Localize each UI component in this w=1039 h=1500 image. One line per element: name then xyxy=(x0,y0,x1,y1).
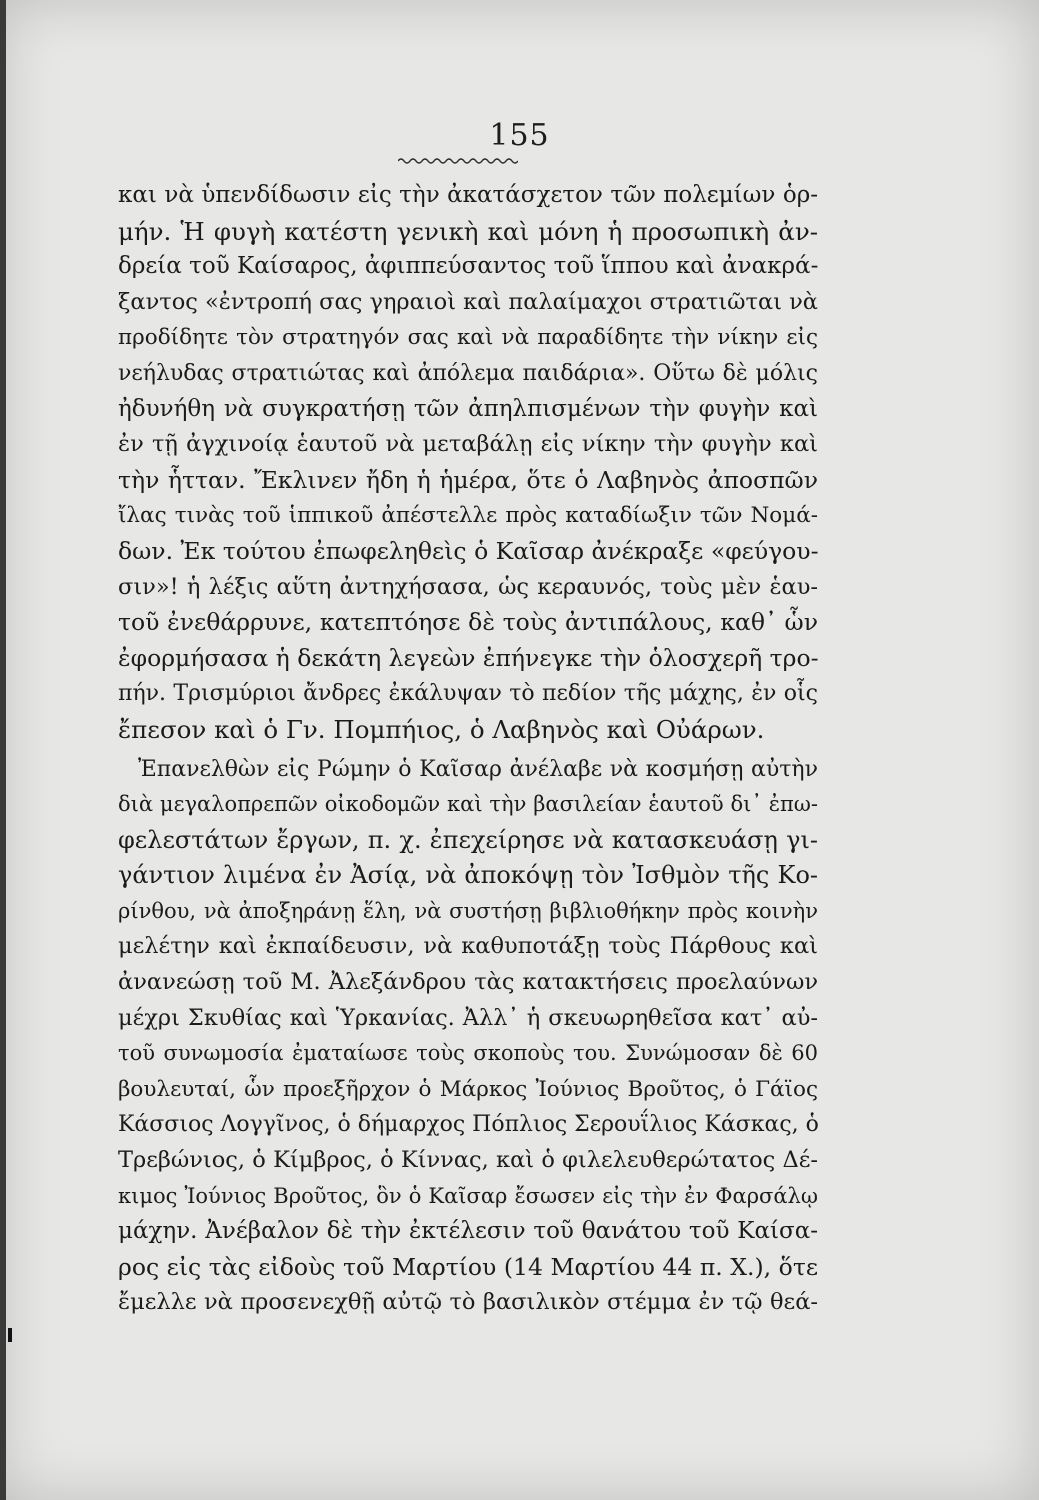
paragraph-2 xyxy=(118,752,818,1322)
text-line: ἔπεσον καὶ ὁ Γν. Πομπήιος, ὁ Λαβηνὸς καὶ Οὐάρων. xyxy=(118,714,765,744)
text-line: νεήλυδας στρατιώτας καὶ ἀπόλεμα παιδάρια». Οὕτω δὲ μόλις xyxy=(118,360,818,386)
page-number: 155 xyxy=(489,118,550,153)
text-line: δων. Ἐκ τούτου ἐπωφεληθεὶς ὁ Καῖσαρ ἀνέκραξε «φεύγου- xyxy=(118,536,819,565)
text-line: ἐν τῇ ἀγχινοίᾳ ἑαυτοῦ νὰ μεταβάλῃ εἰς νίκην τὴν φυγὴν καὶ xyxy=(118,431,818,458)
text-line: ἴλας τινὰς τοῦ ἱππικοῦ ἀπέστελλε πρὸς καταδίωξιν τῶν Νομά- xyxy=(118,503,818,529)
text-line: γάντιον λιμένα ἐν Ἀσίᾳ, νὰ ἀποκόψῃ τὸν Ἰσθμὸν τῆς Κο- xyxy=(118,861,818,890)
text-line: ρίνθου, νὰ ἀποξηράνῃ ἕλη, νὰ συστήσῃ βιβλιοθήκην πρὸς κοινὴν xyxy=(118,898,818,923)
text-line: βουλευταί, ὧν προεξῆρχον ὁ Μάρκος Ἰούνιος Βροῦτος, ὁ Γάϊος xyxy=(118,1076,818,1102)
text-line: Κάσσιος Λογγῖνος, ὁ δήμαρχος Πόπλιος Σερουΐλιος Κάσκας, ὁ xyxy=(118,1112,819,1138)
text-line: μέχρι Σκυθίας καὶ Ὑρκανίας. Ἀλλ᾽ ἡ σκευωρηθεῖσα κατ᾽ αὐ- xyxy=(118,1004,818,1031)
text-line: διὰ μεγαλοπρεπῶν οἰκοδομῶν καὶ τὴν βασιλείαν ἑαυτοῦ δι᾽ ἐπω- xyxy=(118,792,818,817)
text-line: τοῦ συνωμοσία ἐματαίωσε τοὺς σκοποὺς του. Συνώμοσαν δὲ 60 xyxy=(118,1041,818,1066)
text-line: τοῦ ἐνεθάρρυνε, κατεπτόησε δὲ τοὺς ἀντιπάλους, καθ᾽ ὧν xyxy=(118,608,818,637)
text-line: προδίδητε τὸν στρατηγόν σας καὶ νὰ παραδίδητε τὴν νίκην εἰς xyxy=(118,325,818,351)
text-line: μελέτην καὶ ἐκπαίδευσιν, νὰ καθυποτάξῃ τοὺς Πάρθους καὶ xyxy=(118,933,818,960)
wavy-rule-ornament xyxy=(398,156,518,166)
text-line: ἐφορμήσασα ἡ δεκάτη λεγεὼν ἐπήνεγκε τὴν ὁλοσχερῆ τρο- xyxy=(118,643,819,672)
text-line: ἀνανεώσῃ τοῦ Μ. Ἀλεξάνδρου τὰς κατακτήσεις προελαύνων xyxy=(118,969,818,996)
text-line: κιμος Ἰούνιος Βροῦτος, ὃν ὁ Καῖσαρ ἔσωσεν εἰς τὴν ἐν Φαρσάλῳ xyxy=(118,1183,818,1208)
margin-mark xyxy=(8,1328,12,1342)
paragraph-1 xyxy=(118,178,818,748)
body-text xyxy=(118,178,818,1321)
text-line: ξαντος «ἐντροπή σας γηραιοὶ καὶ παλαίμαχοι στρατιῶται νὰ xyxy=(118,288,818,315)
page-binding-edge xyxy=(0,0,6,1500)
text-line: και νὰ ὑπενδίδωσιν εἰς τὴν ἀκατάσχετον τῶν πολεμίων ὁρ- xyxy=(118,182,818,208)
text-line: φελεστάτων ἔργων, π. χ. ἐπεχείρησε νὰ κατασκευάσῃ γι- xyxy=(118,825,818,854)
text-line: μήν. Ἡ φυγὴ κατέστη γενικὴ καὶ μόνη ἡ προσωπικὴ ἀν- xyxy=(118,216,818,246)
text-line: πήν. Τρισμύριοι ἄνδρες ἐκάλυψαν τὸ πεδίον τῆς μάχης, ἐν οἷς xyxy=(118,681,818,707)
text-line: ἔμελλε νὰ προσενεχθῇ αὐτῷ τὸ βασιλικὸν στέμμα ἐν τῷ θεά- xyxy=(118,1289,818,1316)
text-line: μάχην. Ἀνέβαλον δὲ τὴν ἐκτέλεσιν τοῦ θανάτου τοῦ Καίσα- xyxy=(118,1218,818,1245)
text-line: δρεία τοῦ Καίσαρος, ἀφιππεύσαντος τοῦ ἵππου καὶ ἀνακρά- xyxy=(118,253,819,280)
text-line: σιν»! ἡ λέξις αὕτη ἀντηχήσασα, ὡς κεραυνός, τοὺς μὲν ἑαυ- xyxy=(118,573,818,600)
text-line: Ἐπανελθὼν εἰς Ρώμην ὁ Καῖσαρ ἀνέλαβε νὰ κοσμήσῃ αὐτὴν xyxy=(138,756,818,782)
text-line: ρος εἰς τὰς εἰδοὺς τοῦ Μαρτίου (14 Μαρτίου 44 π. Χ.), ὅτε xyxy=(118,1252,818,1281)
text-line: τὴν ἧτταν. Ἔκλινεν ἤδη ἡ ἡμέρα, ὅτε ὁ Λαβηνὸς ἀποσπῶν xyxy=(118,465,818,494)
text-line: Τρεβώνιος, ὁ Κίμβρος, ὁ Κίννας, καὶ ὁ φιλελευθερώτατος Δέ- xyxy=(118,1147,818,1174)
text-line: ἠδυνήθη νὰ συγκρατήσῃ τῶν ἀπηλπισμένων τὴν φυγὴν καὶ xyxy=(118,395,818,422)
